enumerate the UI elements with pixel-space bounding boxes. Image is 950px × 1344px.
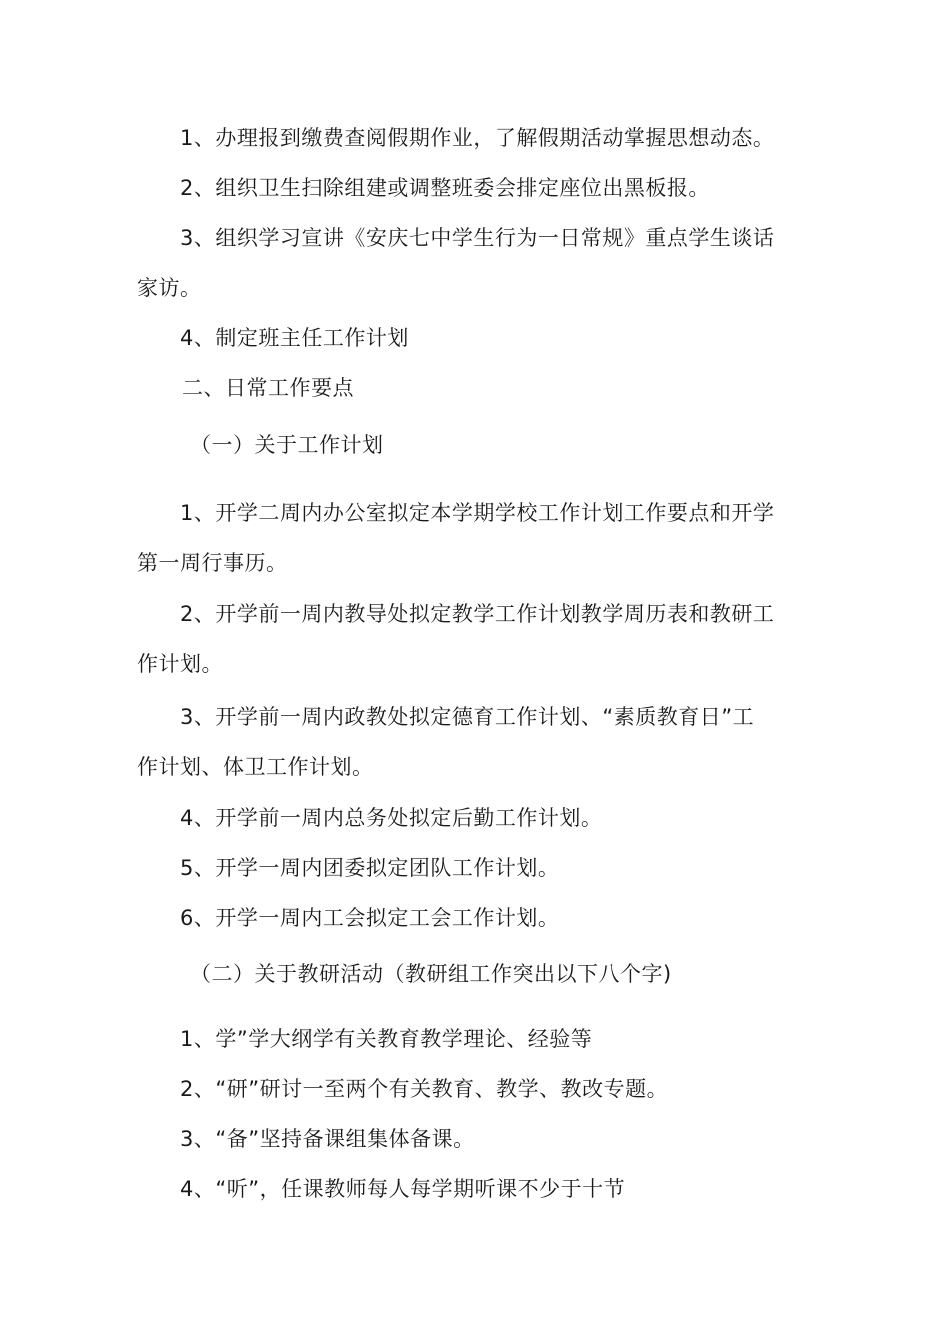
paragraph-line: 2、开学前一周内教导处拟定教学工作计划教学周历表和教研工 [180,602,775,626]
paragraph-line: 3、组织学习宣讲《安庆七中学生行为一日常规》重点学生谈话 [180,226,775,250]
paragraph-line: 4、“听”，任课教师每人每学期听课不少于十节 [180,1177,626,1201]
paragraph-line: 2、组织卫生扫除组建或调整班委会排定座位出黑板报。 [180,176,710,200]
paragraph-line: 2、“研”研讨一至两个有关教育、教学、教改专题。 [180,1077,669,1101]
subsection-heading: （一）关于工作计划 [190,433,384,457]
paragraph-line: 4、开学前一周内总务处拟定后勤工作计划。 [180,806,603,830]
paragraph-line: 3、“备”坚持备课组集体备课。 [180,1127,475,1151]
paragraph-line: 作计划。 [137,652,223,676]
section-heading: 二、日常工作要点 [182,376,354,400]
paragraph-line: 3、开学前一周内政教处拟定德育工作计划、“素质教育日”工 [180,705,755,729]
paragraph-line: 6、开学一周内工会拟定工会工作计划。 [180,906,560,930]
paragraph-line: 4、制定班主任工作计划 [180,326,409,350]
paragraph-line: 1、开学二周内办公室拟定本学期学校工作计划工作要点和开学 [180,501,775,525]
paragraph-line: 1、学”学大纲学有关教育教学理论、经验等 [180,1027,593,1051]
paragraph-line: 家访。 [137,276,202,300]
paragraph-line: 第一周行事历。 [137,551,288,575]
subsection-heading: （二）关于教研活动（教研组工作突出以下八个字) [190,962,672,986]
paragraph-line: 作计划、体卫工作计划。 [137,755,374,779]
paragraph-line: 5、开学一周内团委拟定团队工作计划。 [180,856,560,880]
paragraph-line: 1、办理报到缴费查阅假期作业，了解假期活动掌握思想动态。 [180,126,775,150]
